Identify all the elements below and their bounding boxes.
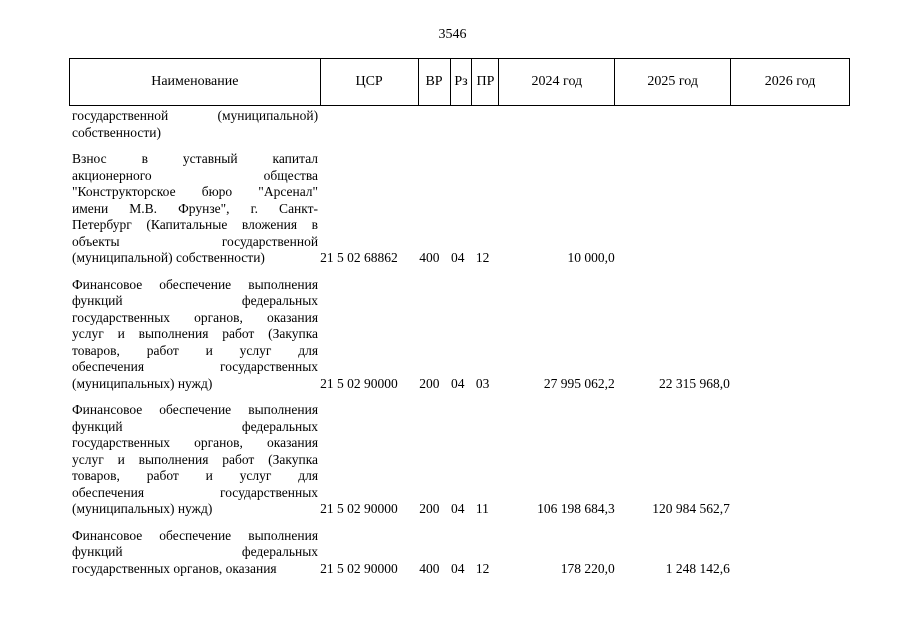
row-name-line: Взнос в уставный капитал bbox=[72, 151, 319, 166]
header-vr: ВР bbox=[419, 59, 451, 105]
row-name-line: Финансовое обеспечение выполнения bbox=[72, 527, 319, 543]
row-name-line: товаров, работ и услуг для bbox=[72, 342, 319, 358]
header-2025: 2025 год bbox=[615, 59, 731, 105]
row-vr: 200 bbox=[419, 501, 440, 516]
row-pr: 03 bbox=[475, 375, 490, 391]
header-2026: 2026 год bbox=[764, 74, 816, 89]
row-2024: 27 995 062,2 bbox=[543, 375, 615, 391]
header-2024: 2024 год bbox=[499, 59, 615, 105]
row-name-line: функций федеральных bbox=[72, 544, 319, 559]
table-row bbox=[69, 528, 850, 578]
row-name-line: государственной (муниципальной) bbox=[72, 108, 319, 123]
row-pr: 12 bbox=[475, 560, 490, 576]
row-name-line: Финансовое обеспечение выполнения bbox=[72, 276, 319, 292]
row-name-line: государственных органов, оказания bbox=[72, 309, 319, 325]
header-pr: ПР bbox=[472, 59, 499, 105]
row-rz: 04 bbox=[451, 560, 465, 576]
row-name-line: функций федеральных bbox=[72, 418, 319, 434]
row-rz: 04 bbox=[451, 250, 465, 265]
page-number: 3546 bbox=[438, 27, 467, 42]
row-2025: 120 984 562,7 bbox=[652, 501, 730, 516]
row-vr: 400 bbox=[419, 560, 440, 576]
row-name-line: объекты государственной bbox=[72, 233, 319, 249]
table-body bbox=[69, 108, 850, 587]
row-name-line: услуг и выполнения работ (Закупка bbox=[72, 451, 319, 467]
row-name bbox=[69, 108, 318, 141]
table-header bbox=[69, 58, 850, 106]
row-name bbox=[69, 151, 318, 267]
row-pr: 12 bbox=[475, 250, 490, 265]
row-csr: 21 5 02 90000 bbox=[320, 375, 398, 391]
row-name-line: имени М.В. Фрунзе", г. Санкт- bbox=[72, 200, 319, 216]
row-2024: 10 000,0 bbox=[567, 250, 615, 265]
row-name-line: Финансовое обеспечение выполнения bbox=[72, 402, 319, 417]
table-row bbox=[69, 108, 850, 141]
row-2024: 178 220,0 bbox=[560, 560, 615, 576]
row-name-line: (муниципальных) нужд) bbox=[72, 375, 213, 391]
row-name-line: (муниципальных) нужд) bbox=[72, 501, 213, 516]
row-csr: 21 5 02 68862 bbox=[320, 250, 398, 265]
row-name-line: обеспечения государственных bbox=[72, 484, 319, 500]
table-row bbox=[69, 151, 850, 267]
row-name bbox=[69, 277, 318, 393]
row-vr: 200 bbox=[419, 375, 440, 391]
row-name-line: товаров, работ и услуг для bbox=[72, 468, 319, 483]
row-name-line: акционерного общества bbox=[72, 167, 319, 183]
row-name-line: обеспечения государственных bbox=[72, 359, 319, 374]
row-name bbox=[69, 402, 318, 518]
row-name-line: "Конструкторское бюро "Арсенал" bbox=[72, 184, 319, 199]
row-name-line: (муниципальной) собственности) bbox=[72, 250, 265, 265]
row-vr: 400 bbox=[419, 250, 440, 265]
row-csr: 21 5 02 90000 bbox=[320, 501, 398, 516]
header-csr: ЦСР bbox=[321, 59, 419, 105]
row-name-line: функций федеральных bbox=[72, 293, 319, 308]
header-rz: Рз bbox=[451, 59, 473, 105]
row-pr: 11 bbox=[475, 501, 489, 516]
row-name-line: услуг и выполнения работ (Закупка bbox=[72, 326, 319, 341]
row-name bbox=[69, 528, 318, 578]
row-rz: 04 bbox=[451, 501, 465, 516]
row-csr: 21 5 02 90000 bbox=[320, 560, 398, 576]
row-2025: 22 315 968,0 bbox=[659, 375, 730, 391]
table-row bbox=[69, 277, 850, 393]
row-name-line: государственных органов, оказания bbox=[72, 560, 277, 576]
row-2024: 106 198 684,3 bbox=[537, 501, 615, 516]
row-name-line: Петербург (Капитальные вложения в bbox=[72, 217, 319, 232]
header-name: Наименование bbox=[70, 59, 321, 105]
row-2025: 1 248 142,6 bbox=[665, 560, 730, 576]
row-name-line: государственных органов, оказания bbox=[72, 435, 319, 450]
row-rz: 04 bbox=[451, 375, 465, 391]
table-row bbox=[69, 402, 850, 518]
row-name-line: собственности) bbox=[72, 124, 161, 140]
